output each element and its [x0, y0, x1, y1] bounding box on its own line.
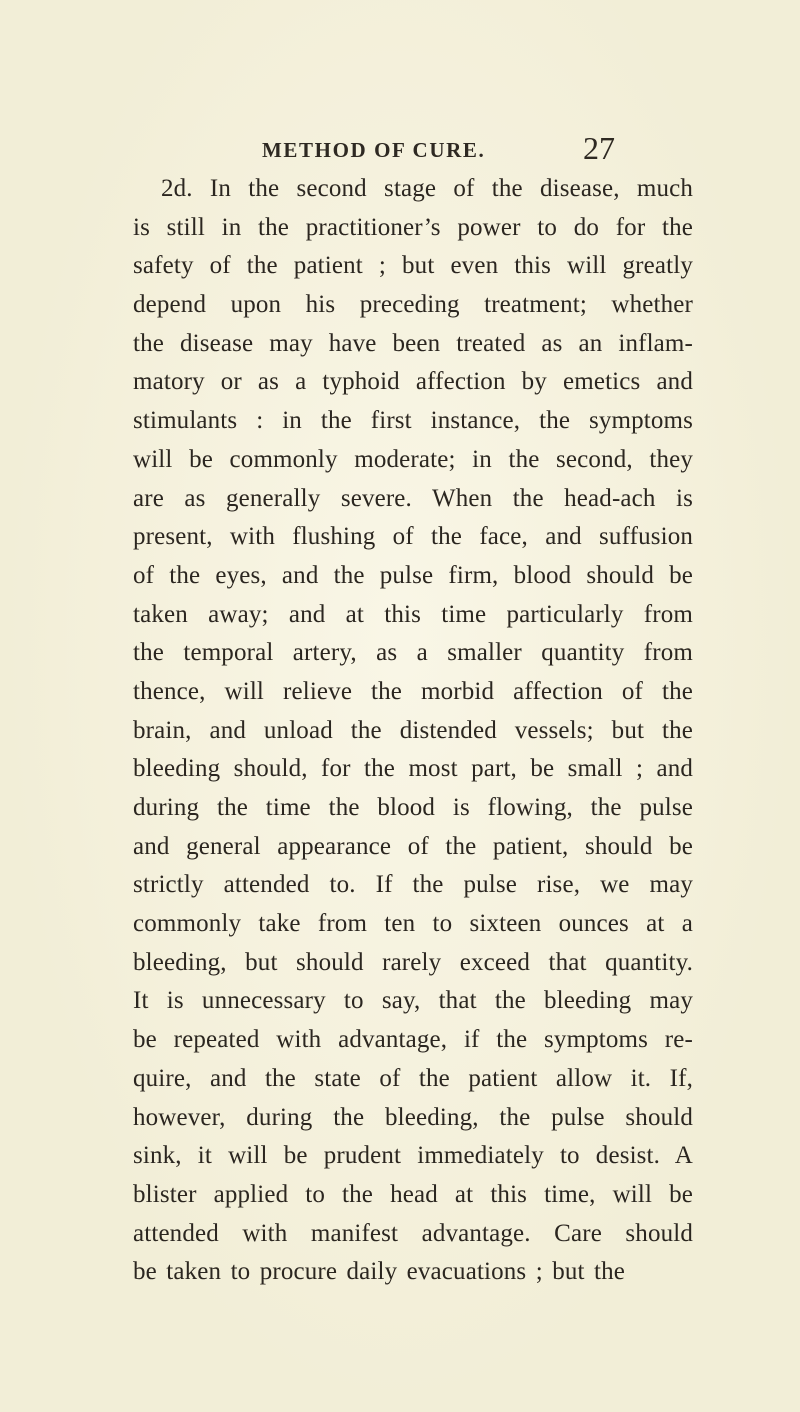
text-line: and general appearance of the patient, should be — [133, 832, 693, 860]
text-line: during the time the blood is flowing, the pulse — [133, 794, 693, 821]
text-line: strictly attended to. If the pulse rise, we may — [133, 871, 693, 899]
text-line: the temporal artery, as a smaller quantity from — [133, 639, 693, 667]
text-line: blister applied to the head at this time, will be — [133, 1180, 693, 1208]
text-line: sink, it will be prudent immediately to desist. A — [133, 1142, 693, 1170]
text-line: quire, and the state of the patient allow it. If, — [133, 1064, 693, 1092]
body-text — [133, 170, 693, 1292]
text-line: taken away; and at this time particularly from — [133, 600, 693, 628]
running-head — [0, 130, 800, 170]
text-line: the disease may have been treated as an inflam- — [133, 329, 693, 357]
text-line: are as generally severe. When the head-ach is — [133, 484, 693, 512]
text-line: brain, and unload the distended vessels; but the — [133, 716, 693, 744]
text-line: bleeding, but should rarely exceed that quantity. — [133, 948, 693, 976]
text-line: safety of the patient ; but even this will greatly — [133, 252, 693, 280]
text-line: thence, will relieve the morbid affection of the — [133, 677, 693, 705]
text-line: depend upon his preceding treatment; whether — [133, 291, 693, 319]
text-line: commonly take from ten to sixteen ounces at a — [133, 910, 693, 938]
text-line: is still in the practitioner’s power to do for the — [133, 213, 693, 241]
page-number: 27 — [583, 130, 615, 166]
text-line: stimulants : in the first instance, the symptoms — [133, 407, 693, 435]
text-line: It is unnecessary to say, that the bleeding may — [133, 987, 693, 1015]
text-line: bleeding should, for the most part, be small ; and — [133, 755, 693, 783]
text-line: be taken to procure daily evacuations ; but the — [133, 1258, 625, 1286]
text-line: present, with flushing of the face, and suffusion — [133, 523, 693, 551]
text-line: matory or as a typhoid affection by emetics and — [133, 368, 693, 396]
text-line: will be commonly moderate; in the second, they — [133, 445, 693, 473]
text-line: attended with manifest advantage. Care should — [133, 1219, 693, 1247]
running-head-title: METHOD OF CURE. — [262, 138, 486, 162]
text-line: however, during the bleeding, the pulse should — [133, 1103, 693, 1131]
text-line: 2d. In the second stage of the disease, much — [161, 175, 693, 202]
text-line: be repeated with advantage, if the symptoms re- — [133, 1026, 693, 1054]
text-line: of the eyes, and the pulse firm, blood should be — [133, 561, 693, 589]
